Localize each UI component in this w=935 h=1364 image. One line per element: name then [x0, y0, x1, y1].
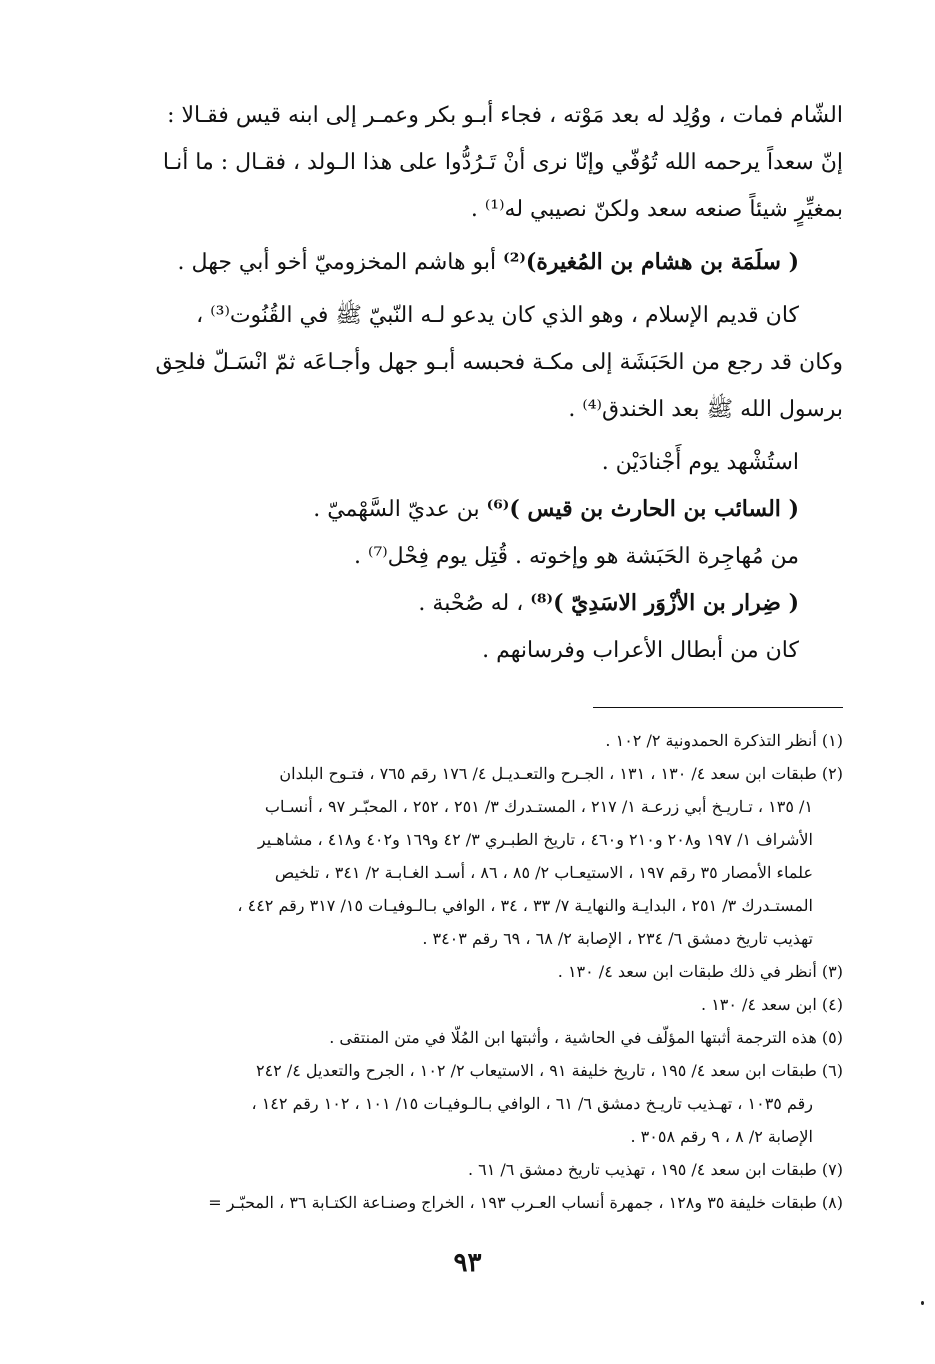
entry-name: ( سلَمَة بن هشام بن المُغيرة)⁽²⁾ [503, 249, 799, 275]
entry-description: بن عديّ السَّهْميّ . [313, 497, 487, 522]
footnote-5: (٥) هذه الترجمة أثبتها المؤلّف في الحاشية ، وأثبتها ابن المُلّا في متن المنتقى . [329, 1028, 843, 1047]
text-line: كان قديم الإسلام ، وهو الذي كان يدعو لـه النّبيّ ﷺ في القُنُوت⁽³⁾ ، [196, 303, 799, 328]
text-line: وكان قد رجع من الحَبَشَة إلى مكـة فحبسه أبـو جهل وأجـاعَه ثمّ انْسَـلّ فلحِق [155, 350, 843, 375]
entry-description: أبو هاشم المخزوميّ أخو أبي جهل . [177, 250, 504, 275]
footnote-3: (٣) أنظر في ذلك طبقات ابن سعد ٤/ ١٣٠ . [557, 962, 843, 981]
footnote-line: رقم ١٠٣٥ ، تهـذيب تاريـخ دمشق ٦/ ٦١ ، الوافي بـالـوفيـات ١٥/ ١٠١ ، ١٠٢ رقم ١٤٢ ، [251, 1094, 813, 1113]
footnote-2: (٢) طبقات ابن سعد ٤/ ١٣٠ ، ١٣١ ، الجـرح والتعـديـل ٤/ ١٧٦ رقم ٧٦٥ ، فتـوح البلدان [279, 764, 843, 783]
entry-name: ( السائب بن الحارث بن قيس )⁽⁶⁾ [486, 496, 799, 522]
footnote-4: (٤) ابن سعد ٤/ ١٣٠ . [701, 995, 843, 1014]
footnote-8: (٨) طبقات خليفة ٣٥ و١٢٨ ، جمهرة أنساب العـرب ١٩٣ ، الخراج وصنـاعة الكتـابة ٣٦ ، المحبّـر = [208, 1193, 843, 1212]
footnote-line: علماء الأمصار ٣٥ رقم ١٩٧ ، الاستيعـاب ٢/ ٨٥ ، ٨٦ ، أسـد الغـابـة ٢/ ٣٤١ ، تلخيص [274, 863, 813, 882]
footnote-separator [593, 707, 843, 708]
text-line: الشّام فمات ، ووُلِد له بعد مَوْته ، فجاء أبـو بكر وعمـر إلى ابنه قيس فقـالا : [167, 103, 843, 128]
text-line: برسول الله ﷺ بعد الخندق⁽⁴⁾ . [568, 397, 843, 422]
text-line: استُشْهد يوم أَجْنادَيْن . [601, 450, 799, 475]
main-text [143, 92, 843, 674]
footnote-1: (١) أنظر التذكرة الحمدونية ٢/ ١٠٢ . [605, 731, 843, 750]
entry-name: ( ضِرار بن الأزْوَر الاسَدِيّ )⁽⁸⁾ [530, 590, 799, 616]
footnote-line: المستـدرك ٣/ ٢٥١ ، البدايـة والنهايـة ٧/ ٣٣ ، ٣٤ ، الوافي بـالـوفيـات ١٥/ ٣١٧ رقم ٤٤٢ ، [237, 896, 813, 915]
entry-heading-saib [143, 486, 843, 533]
entry-description: ، له صُحْبة . [418, 591, 531, 616]
footnote-line: الإصابة ٢/ ٨ ، ٩ رقم ٣٠٥٨ . [630, 1127, 813, 1146]
page-number: ٩٣ [453, 1248, 482, 1278]
footnote-line: ١/ ١٣٥ ، تـاريـخ أبي زرعـة ١/ ٢١٧ ، المستـدرك ٣/ ٢٥١ ، ٢٥٢ ، المحبّـر ٩٧ ، أنسـاب [264, 797, 813, 816]
footnotes [143, 724, 843, 1219]
text-line: كان من أبطال الأعراب وفرسانهم . [482, 638, 799, 663]
text-line: من مُهاجِرة الحَبَشة هو وإخوته . قُتِل يوم فِحْل⁽⁷⁾ . [354, 544, 799, 569]
footnote-line: الأشراف ١/ ١٩٧ و٢٠٨ و٢١٠ و٤٦٠ ، تاريخ الطبـري ٣/ ٤٢ و١٦٩ و٤٠٢ و٤١٨ ، مشاهـير [257, 830, 813, 849]
text-line: بمغيِّرٍ شيئاً صنعه سعد ولكنّ نصيبي له⁽¹⁾ . [470, 197, 843, 222]
footnote-7: (٧) طبقات ابن سعد ٤/ ١٩٥ ، تهذيب تاريخ دمشق ٦/ ٦١ . [467, 1160, 843, 1179]
text-line: إنّ سعداً يرحمه الله تُوُفّي وإنّا نرى أنْ تَـرُدُّوا على هذا الـولد ، فقـال : ما أنـا [162, 150, 843, 175]
scan-speck [921, 1301, 924, 1305]
entry-heading-dirar [143, 580, 843, 627]
footnote-6: (٦) طبقات ابن سعد ٤/ ١٩٥ ، تاريخ خليفة ٩١ ، الاستيعاب ٢/ ١٠٢ ، الجرح والتعديل ٤/ ٢٤٢ [255, 1061, 843, 1080]
footnote-line: تهذيب تاريخ دمشق ٦/ ٢٣٤ ، الإصابة ٢/ ٦٨ ، ٦٩ رقم ٣٤٠٣ . [422, 929, 813, 948]
entry-heading-salama [143, 239, 843, 286]
